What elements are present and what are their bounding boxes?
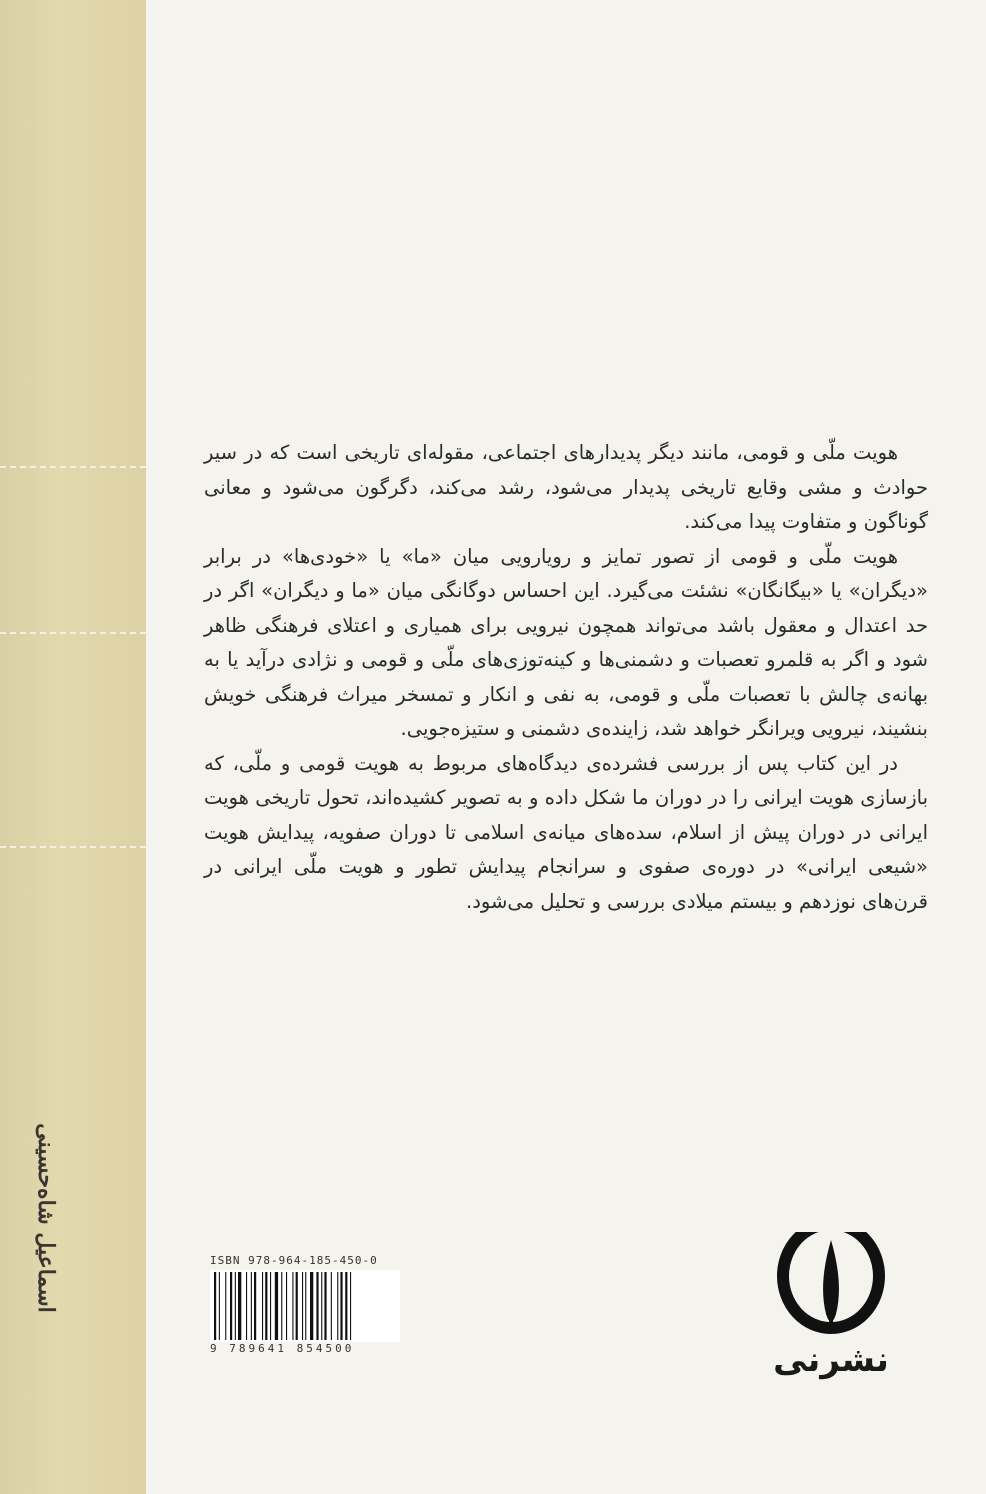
barcode-bar — [345, 1272, 347, 1340]
blurb-paragraph-3: در این کتاب پس از بررسی فشرده‌ی دیدگاه‌های مربوط به هویت قومی و ملّی، که بازسازی هویت ایرانی را در دوران ما شکل داده و به تصویر کشیده‌اند، تحول تاریخی هویت ایرانی در دوران پیش از اسلام، سده‌های میانه‌ی اسلامی تا دوران صفویه، پیدایش هویت «شیعی ایرانی» در دوره‌ی صفوی و سرانجام پیدایش تطور و هویت ملّی ایرانی در قرن‌های نوزدهم و بیستم میلادی بررسی و تحلیل می‌شود. — [204, 751, 928, 913]
dashed-divider — [0, 632, 146, 634]
barcode-bar — [281, 1272, 282, 1340]
barcode-bar — [225, 1272, 226, 1340]
isbn-label: ISBN 978-964-185-450-0 — [210, 1254, 378, 1267]
blurb-paragraph-2: هویت ملّی و قومی از تصور تمایز و رویارویی میان «ما» یا «خودی‌ها» در برابر «دیگران» یا «بیگانگان» نشئت می‌گیرد. این احساس دوگانگی میان «ما و دیگران» اگر در حد اعتدال و معقول باشد می‌تواند همچون نیرویی برای همیاری و اعتلای فرهنگی ظاهر شود و اگر به قلمرو تعصبات و دشمنی‌ها و کینه‌توزی‌های ملّی و قومی و نژادی درآید یا به بهانه‌ی چالش با تعصبات ملّی و قومی، به نفی و انکار و تمسخر میراث فرهنگی خویش بنشیند، نیرویی ویرانگر خواهد شد، زاینده‌ی دشمنی و ستیزه‌جویی. — [204, 544, 928, 740]
barcode-bar — [310, 1272, 313, 1340]
barcode-bar — [286, 1272, 287, 1340]
barcode-bar — [219, 1272, 220, 1340]
barcode-bar — [265, 1272, 267, 1340]
barcode-bar — [235, 1272, 236, 1340]
barcode-bar — [230, 1272, 232, 1340]
dashed-divider — [0, 466, 146, 468]
barcode-bar — [251, 1272, 252, 1340]
barcode-bar — [305, 1272, 306, 1340]
barcode-digits: 9 789641 854500 — [210, 1342, 355, 1355]
back-cover-blurb — [204, 436, 928, 919]
spine-author-name: اسماعیل شاه‌حسینی — [33, 1123, 59, 1313]
barcode-bar — [296, 1272, 298, 1340]
barcode-bar — [321, 1272, 322, 1340]
barcode-bar — [316, 1272, 318, 1340]
barcode-bar — [340, 1272, 342, 1340]
barcode-bar — [350, 1272, 351, 1340]
barcode-bar — [214, 1272, 216, 1340]
barcode-bar — [262, 1272, 263, 1340]
barcode-bar — [331, 1272, 332, 1340]
publisher-wordmark: نشرنی — [773, 1340, 889, 1380]
barcode-bar — [238, 1272, 241, 1340]
barcode-bar — [337, 1272, 338, 1340]
isbn-barcode — [210, 1254, 400, 1355]
barcode-bar — [275, 1272, 278, 1340]
barcode-bar — [246, 1272, 247, 1340]
barcode-bar — [292, 1272, 293, 1340]
blurb-paragraph-1: هویت ملّی و قومی، مانند دیگر پدیدارهای اجتماعی، مقوله‌ای تاریخی است که در سیر حوادث و مشی وقایع تاریخی پدیدار می‌شود، رشد می‌کند، دگرگون می‌شود و معانی گوناگون و متفاوت پیدا می‌کند. — [204, 441, 928, 533]
barcode-bar — [270, 1272, 271, 1340]
dashed-divider — [0, 846, 146, 848]
barcode-bar — [254, 1272, 256, 1340]
barcode-bar — [324, 1272, 326, 1340]
barcode-bar — [302, 1272, 303, 1340]
barcode-bars — [210, 1270, 400, 1342]
